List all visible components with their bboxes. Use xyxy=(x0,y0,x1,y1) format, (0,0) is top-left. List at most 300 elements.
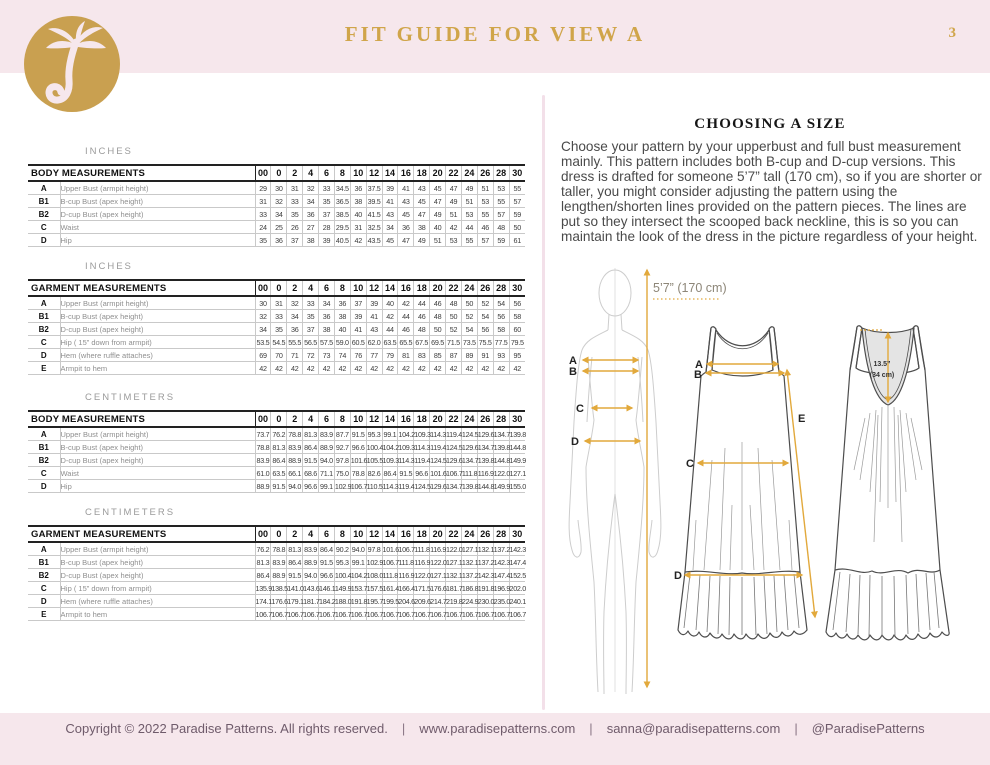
measurement-value: 50 xyxy=(509,221,525,234)
measurement-value: 83.9 xyxy=(272,557,286,567)
front-marker-d: D xyxy=(674,570,682,582)
measurement-value: 44 xyxy=(461,221,477,234)
row-code: B2 xyxy=(28,569,60,582)
measurement-value: 196.9 xyxy=(493,583,511,593)
size-column-header: 6 xyxy=(319,280,335,296)
row-label: D-cup Bust (apex height) xyxy=(60,323,255,336)
measurement-value: 63.5 xyxy=(272,468,286,478)
measurement-value: 43 xyxy=(366,323,382,336)
measurement-value: 134.7 xyxy=(477,442,495,452)
measurement-value: 71.5 xyxy=(447,337,460,347)
measurement-value: 132.1 xyxy=(446,570,463,580)
size-column-header: 0 xyxy=(271,165,287,181)
measurement-value: 94.0 xyxy=(288,481,302,491)
measurement-value: 106.7 xyxy=(398,609,415,619)
measurement-value: 176.6 xyxy=(430,583,447,593)
measurement-value: 111.8 xyxy=(398,557,414,567)
measurement-value: 69 xyxy=(255,349,271,362)
measurement-value: 139.8 xyxy=(509,427,525,441)
measurement-value: 51 xyxy=(477,181,493,195)
size-column-header: 14 xyxy=(382,411,398,427)
measurement-value: 188.0 xyxy=(334,596,352,606)
measurement-value: 34 xyxy=(287,310,303,323)
measurement-value: 29.5 xyxy=(335,222,349,232)
size-column-header: 28 xyxy=(493,526,509,542)
measurement-value: 230.0 xyxy=(477,596,495,606)
measurement-value: 51 xyxy=(446,208,462,221)
measurement-value: 86.4 xyxy=(319,542,335,556)
measurement-value: 35 xyxy=(319,195,335,208)
measurement-value: 176.6 xyxy=(271,596,288,606)
size-column-header: 14 xyxy=(382,526,398,542)
size-column-header: 2 xyxy=(287,280,303,296)
measurement-value: 61.0 xyxy=(256,468,270,478)
measurement-value: 106.7 xyxy=(446,609,463,619)
measurement-value: 104.2 xyxy=(398,427,414,441)
size-column-header: 2 xyxy=(287,526,303,542)
measurement-value: 88.9 xyxy=(272,570,286,580)
measurement-value: 53 xyxy=(461,208,477,221)
measurement-value: 36 xyxy=(287,323,303,336)
measurement-value: 106.7 xyxy=(319,609,336,619)
measurement-value: 42 xyxy=(319,362,335,375)
table-title: BODY MEASUREMENTS xyxy=(28,411,255,427)
measurement-value: 88.9 xyxy=(320,442,333,452)
measurement-value: 109.3 xyxy=(398,442,415,452)
measurement-value: 34 xyxy=(319,296,335,310)
measurement-value: 37 xyxy=(350,296,366,310)
measurement-value: 71.1 xyxy=(320,468,333,478)
table-row xyxy=(28,310,525,323)
measurement-value: 86.4 xyxy=(304,442,317,452)
measurement-value: 49 xyxy=(446,195,462,208)
measurement-value: 161.4 xyxy=(382,583,400,593)
table-row xyxy=(28,323,525,336)
measurement-value: 52 xyxy=(446,323,462,336)
measurement-value: 155.0 xyxy=(509,481,527,491)
measurement-value: 35 xyxy=(303,310,319,323)
size-column-header: 00 xyxy=(255,411,271,427)
measurement-value: 38 xyxy=(334,310,350,323)
measurement-value: 219.8 xyxy=(446,596,463,606)
measurement-value: 54 xyxy=(477,310,493,323)
measurement-value: 129.6 xyxy=(477,427,493,441)
measurement-value: 101.6 xyxy=(430,468,447,478)
row-code: B1 xyxy=(28,310,60,323)
measurement-value: 106.7 xyxy=(414,609,431,619)
table-row xyxy=(28,467,525,480)
measurement-value: 95 xyxy=(509,349,525,362)
measurement-value: 51 xyxy=(430,234,446,247)
measurement-value: 56 xyxy=(493,310,509,323)
measurement-value: 48 xyxy=(430,310,446,323)
measurement-value: 96.6 xyxy=(351,442,365,452)
social-handle[interactable]: @ParadisePatterns xyxy=(811,721,925,736)
row-code: B1 xyxy=(28,195,60,208)
row-code: B1 xyxy=(28,441,60,454)
measurement-value: 58 xyxy=(493,323,509,336)
row-code: B2 xyxy=(28,454,60,467)
measurement-value: 59.0 xyxy=(335,337,349,347)
measurement-value: 91.5 xyxy=(350,427,366,441)
table-row xyxy=(28,595,525,608)
footer-separator: | xyxy=(794,721,798,736)
measurement-value: 124.5 xyxy=(430,455,447,465)
measurement-value: 47 xyxy=(430,195,446,208)
measurement-value: 94.0 xyxy=(350,542,366,556)
measurement-value: 88.9 xyxy=(288,455,302,465)
measurement-value: 111.8 xyxy=(414,542,430,556)
measurement-value: 181.7 xyxy=(446,583,463,593)
size-column-header: 20 xyxy=(430,411,446,427)
dress-front-illustration xyxy=(670,320,825,655)
measurement-value: 55 xyxy=(477,208,493,221)
page-footer xyxy=(0,721,990,736)
table-row xyxy=(28,608,525,621)
measurement-value: 32 xyxy=(271,195,287,208)
measurement-value: 60 xyxy=(509,323,525,336)
size-column-header: 30 xyxy=(509,526,525,542)
measurement-value: 87 xyxy=(446,349,462,362)
measurement-value: 34 xyxy=(255,323,271,336)
table-row xyxy=(28,221,525,234)
measurement-value: 43 xyxy=(382,208,398,221)
measurement-value: 143.6 xyxy=(303,583,320,593)
measurement-value: 94.0 xyxy=(304,570,317,580)
measurement-value: 62.0 xyxy=(367,337,381,347)
measurement-value: 36 xyxy=(319,310,335,323)
measurement-value: 46 xyxy=(430,296,446,310)
measurement-value: 129.6 xyxy=(430,481,447,491)
row-code: D xyxy=(28,595,60,608)
measurement-value: 41 xyxy=(350,323,366,336)
measurement-value: 30 xyxy=(271,181,287,195)
measurement-value: 100.4 xyxy=(334,570,352,580)
measurement-value: 134.7 xyxy=(446,481,463,491)
measurement-value: 53 xyxy=(446,234,462,247)
size-column-header: 10 xyxy=(350,280,366,296)
measurement-value: 92.7 xyxy=(335,442,349,452)
measurement-value: 90.2 xyxy=(334,542,350,556)
measurement-value: 106.7 xyxy=(461,609,479,619)
measurement-value: 186.8 xyxy=(461,583,479,593)
measurement-value: 106.7 xyxy=(382,609,400,619)
size-column-header: 22 xyxy=(446,165,462,181)
measurement-value: 142.3 xyxy=(477,570,495,580)
measurement-value: 54 xyxy=(493,296,509,310)
figure-marker-b: B xyxy=(569,366,577,378)
table-title: GARMENT MEASUREMENTS xyxy=(28,280,255,296)
measurement-value: 99.1 xyxy=(382,427,398,441)
size-column-header: 20 xyxy=(430,165,446,181)
measurement-value: 68.6 xyxy=(304,468,317,478)
measurement-value: 142.3 xyxy=(509,542,525,556)
website-link[interactable]: www.paradisepatterns.com xyxy=(419,721,576,736)
measurement-value: 42 xyxy=(350,234,366,247)
table-title: GARMENT MEASUREMENTS xyxy=(28,526,255,542)
back-depth-value-in: 13.5” xyxy=(873,361,891,368)
measurement-value: 76.2 xyxy=(271,427,287,441)
measurement-value: 204.6 xyxy=(398,596,415,606)
measurement-value: 139.8 xyxy=(477,455,495,465)
size-column-header: 26 xyxy=(477,411,493,427)
measurement-value: 48 xyxy=(414,323,430,336)
measurement-value: 73 xyxy=(319,349,335,362)
measurement-value: 129.6 xyxy=(446,455,463,465)
size-column-header: 10 xyxy=(350,411,366,427)
measurement-value: 109.3 xyxy=(382,455,400,465)
measurement-value: 75.0 xyxy=(335,468,349,478)
front-marker-b: B xyxy=(694,369,702,381)
measurement-value: 83 xyxy=(414,349,430,362)
measurement-value: 96.6 xyxy=(320,570,333,580)
table-row xyxy=(28,234,525,247)
size-column-header: 12 xyxy=(366,165,382,181)
measurement-value: 93 xyxy=(493,349,509,362)
measurement-value: 106.7 xyxy=(477,609,495,619)
choosing-a-size-heading: CHOOSING A SIZE xyxy=(694,116,846,133)
measurement-value: 42 xyxy=(366,362,382,375)
size-column-header: 26 xyxy=(477,526,493,542)
measurement-value: 44 xyxy=(382,323,398,336)
measurement-value: 137.2 xyxy=(477,557,495,567)
measurement-value: 132.1 xyxy=(477,542,493,556)
measurement-value: 106.7 xyxy=(350,609,368,619)
table-row xyxy=(28,480,525,493)
measurement-value: 36 xyxy=(350,181,366,195)
measurement-value: 152.5 xyxy=(509,570,527,580)
size-column-header: 28 xyxy=(493,280,509,296)
measurement-value: 31 xyxy=(350,221,366,234)
measurement-value: 91.5 xyxy=(320,557,333,567)
measurement-value: 129.6 xyxy=(461,442,479,452)
measurement-value: 191.8 xyxy=(477,583,495,593)
measurement-value: 42 xyxy=(493,362,509,375)
measurement-value: 104.2 xyxy=(350,570,368,580)
measurement-value: 106.7 xyxy=(366,609,384,619)
measurement-value: 101.6 xyxy=(382,542,398,556)
measurement-value: 99.1 xyxy=(320,481,333,491)
size-column-header: 20 xyxy=(430,280,446,296)
figure-marker-c: C xyxy=(576,403,584,415)
measurement-value: 34.5 xyxy=(334,181,350,195)
size-column-header: 24 xyxy=(461,411,477,427)
measurement-value: 46 xyxy=(477,221,493,234)
measurement-value: 199.5 xyxy=(382,596,400,606)
measurement-value: 38.5 xyxy=(335,209,349,219)
table-row xyxy=(28,349,525,362)
measurement-value: 32 xyxy=(303,181,319,195)
measurement-value: 36 xyxy=(303,208,319,221)
measurement-value: 106.7 xyxy=(509,609,527,619)
measurement-value: 144.8 xyxy=(493,455,511,465)
measurement-value: 76 xyxy=(350,349,366,362)
table-row xyxy=(28,569,525,582)
table-row xyxy=(28,181,525,195)
measurement-value: 48 xyxy=(446,296,462,310)
measurement-value: 181.7 xyxy=(303,596,320,606)
measurement-value: 146.1 xyxy=(319,583,336,593)
measurement-value: 240.1 xyxy=(509,596,527,606)
measurement-value: 47 xyxy=(398,234,414,247)
measurement-value: 137.2 xyxy=(493,542,509,556)
measurement-value: 171.5 xyxy=(414,583,431,593)
row-label: B-cup Bust (apex height) xyxy=(60,556,255,569)
measurement-value: 73.7 xyxy=(255,427,271,441)
measurement-value: 37 xyxy=(319,208,335,221)
measurement-value: 97.8 xyxy=(366,542,382,556)
measurement-value: 78.8 xyxy=(287,427,303,441)
measurement-value: 54.5 xyxy=(272,337,286,347)
measurement-value: 42 xyxy=(430,362,446,375)
measurement-value: 73.5 xyxy=(462,337,476,347)
measurement-value: 139.8 xyxy=(461,481,479,491)
measurement-value: 42 xyxy=(382,362,398,375)
measurement-value: 97.8 xyxy=(335,455,349,465)
measurement-value: 119.4 xyxy=(414,455,431,465)
cm-body-measurements-table xyxy=(28,410,525,493)
measurement-value: 31 xyxy=(287,181,303,195)
measurement-value: 31 xyxy=(255,195,271,208)
size-column-header: 6 xyxy=(319,165,335,181)
measurement-value: 119.4 xyxy=(398,481,415,491)
measurement-value: 34 xyxy=(303,195,319,208)
row-code: E xyxy=(28,608,60,621)
footer-separator: | xyxy=(589,721,593,736)
measurement-value: 139.8 xyxy=(493,442,511,452)
table-row xyxy=(28,296,525,310)
measurement-value: 88.9 xyxy=(304,557,317,567)
measurement-value: 79.5 xyxy=(510,337,524,347)
row-label: D-cup Bust (apex height) xyxy=(60,569,255,582)
measurement-value: 60.5 xyxy=(351,337,365,347)
unit-label: CENTIMETERS xyxy=(85,392,176,403)
measurement-value: 47 xyxy=(414,208,430,221)
size-column-header: 18 xyxy=(414,165,430,181)
row-code: B2 xyxy=(28,208,60,221)
measurement-value: 106.7 xyxy=(398,542,414,556)
measurement-value: 37.5 xyxy=(366,181,382,195)
measurement-value: 144.8 xyxy=(477,481,495,491)
measurement-value: 35 xyxy=(271,323,287,336)
row-label: D-cup Bust (apex height) xyxy=(60,208,255,221)
email-link[interactable]: sanna@paradisepatterns.com xyxy=(606,721,781,736)
row-label: Waist xyxy=(60,221,255,234)
measurement-value: 42 xyxy=(414,362,430,375)
measurement-value: 34 xyxy=(271,208,287,221)
table-row xyxy=(28,195,525,208)
table-row xyxy=(28,208,525,221)
measurement-value: 42 xyxy=(477,362,493,375)
measurement-value: 54 xyxy=(461,323,477,336)
front-marker-c: C xyxy=(686,458,694,470)
size-column-header: 12 xyxy=(366,526,382,542)
size-column-header: 16 xyxy=(398,280,414,296)
measurement-value: 41 xyxy=(398,181,414,195)
row-label: Waist xyxy=(60,467,255,480)
measurement-value: 33 xyxy=(319,181,335,195)
measurement-value: 41.5 xyxy=(367,209,381,219)
measurement-value: 43 xyxy=(398,195,414,208)
measurement-value: 50 xyxy=(430,323,446,336)
back-depth-value-cm: (34 cm) xyxy=(869,372,895,379)
size-column-header: 0 xyxy=(271,411,287,427)
size-column-header: 12 xyxy=(366,280,382,296)
measurement-value: 95.3 xyxy=(366,427,382,441)
size-column-header: 22 xyxy=(446,526,462,542)
table-title: BODY MEASUREMENTS xyxy=(28,165,255,181)
row-label: Upper Bust (armpit height) xyxy=(60,181,255,195)
measurement-value: 55 xyxy=(509,181,525,195)
size-column-header: 20 xyxy=(430,526,446,542)
measurement-value: 48 xyxy=(493,221,509,234)
measurement-value: 33 xyxy=(303,296,319,310)
measurement-value: 119.4 xyxy=(446,427,462,441)
measurement-value: 78.8 xyxy=(256,442,270,452)
size-column-header: 8 xyxy=(334,526,350,542)
measurement-value: 38 xyxy=(319,323,335,336)
measurement-value: 53.5 xyxy=(256,337,270,347)
measurement-value: 106.7 xyxy=(382,557,400,567)
measurement-value: 49 xyxy=(461,181,477,195)
measurement-value: 37 xyxy=(287,234,303,247)
measurement-value: 99.1 xyxy=(351,557,365,567)
row-code: A xyxy=(28,427,60,441)
paradise-patterns-logo xyxy=(24,16,120,112)
row-code: D xyxy=(28,234,60,247)
measurement-value: 24 xyxy=(255,221,271,234)
measurement-value: 50 xyxy=(461,296,477,310)
row-label: D-cup Bust (apex height) xyxy=(60,454,255,467)
measurement-value: 57 xyxy=(477,234,493,247)
measurement-value: 195.7 xyxy=(366,596,384,606)
measurement-value: 42 xyxy=(287,362,303,375)
inches-body-measurements-table xyxy=(28,164,525,247)
measurement-value: 122.0 xyxy=(430,557,447,567)
measurement-value: 106.7 xyxy=(255,609,273,619)
size-column-header: 8 xyxy=(334,411,350,427)
measurement-value: 87.7 xyxy=(334,427,350,441)
size-column-header: 00 xyxy=(255,280,271,296)
measurement-value: 101.6 xyxy=(350,455,368,465)
table-row xyxy=(28,454,525,467)
measurement-value: 124.5 xyxy=(446,442,463,452)
measurement-value: 70 xyxy=(271,349,287,362)
measurement-value: 83.9 xyxy=(288,442,302,452)
table-row xyxy=(28,582,525,595)
measurement-value: 41 xyxy=(366,310,382,323)
measurement-value: 106.7 xyxy=(287,609,304,619)
measurement-value: 76.2 xyxy=(255,542,271,556)
measurement-value: 96.6 xyxy=(415,468,429,478)
row-code: C xyxy=(28,467,60,480)
measurement-value: 55 xyxy=(493,195,509,208)
measurement-value: 149.9 xyxy=(493,481,511,491)
measurement-value: 45 xyxy=(398,208,414,221)
measurement-value: 91.5 xyxy=(288,570,302,580)
page-title: FIT GUIDE FOR VIEW A xyxy=(344,22,646,46)
measurement-value: 56 xyxy=(477,323,493,336)
measurement-value: 138.5 xyxy=(271,583,288,593)
measurement-value: 35 xyxy=(287,208,303,221)
measurement-value: 77.5 xyxy=(494,337,508,347)
measurement-value: 42 xyxy=(350,362,366,375)
measurement-value: 39.5 xyxy=(367,196,381,206)
measurement-value: 72 xyxy=(303,349,319,362)
measurement-value: 42 xyxy=(255,362,271,375)
measurement-value: 42 xyxy=(334,362,350,375)
size-column-header: 24 xyxy=(461,280,477,296)
